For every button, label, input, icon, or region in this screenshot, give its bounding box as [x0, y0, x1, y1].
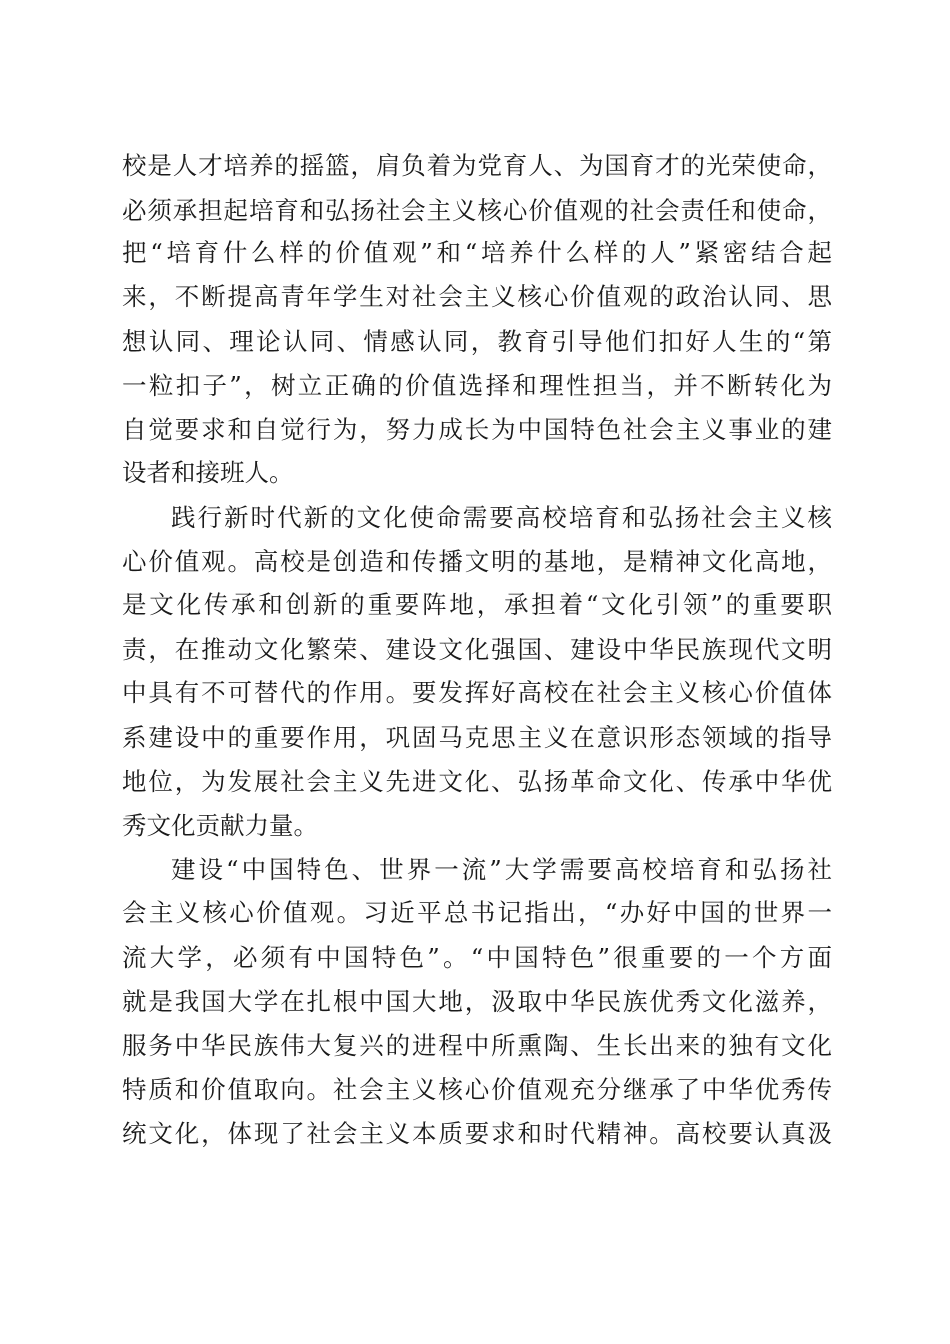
- text-line: 责，在推动文化繁荣、建设文化强国、建设中华民族现代文明: [122, 635, 832, 664]
- text-line: 来，不断提高青年学生对社会主义核心价值观的政治认同、思: [122, 282, 832, 311]
- text-line: 自觉要求和自觉行为，努力成长为中国特色社会主义事业的建: [122, 415, 832, 444]
- text-line: 中具有不可替代的作用。要发挥好高校在社会主义核心价值体: [122, 678, 832, 707]
- text-line: 心价值观。高校是创造和传播文明的基地，是精神文化高地，: [122, 547, 832, 576]
- text-line: 地位，为发展社会主义先进文化、弘扬革命文化、传承中华优: [122, 767, 832, 796]
- text-line: 建设“中国特色、世界一流”大学需要高校培育和弘扬社: [171, 855, 832, 884]
- text-line: 设者和接班人。: [122, 458, 294, 487]
- text-line: 一粒扣子”，树立正确的价值选择和理性担当，并不断转化为: [122, 371, 832, 400]
- text-line: 统文化，体现了社会主义本质要求和时代精神。高校要认真汲: [122, 1119, 832, 1148]
- text-line: 服务中华民族伟大复兴的进程中所熏陶、生长出来的独有文化: [122, 1031, 832, 1060]
- text-line: 必须承担起培育和弘扬社会主义核心价值观的社会责任和使命，: [122, 196, 832, 225]
- text-line: 想认同、理论认同、情感认同，教育引导他们扣好人生的“第: [122, 327, 832, 356]
- text-line: 系建设中的重要作用，巩固马克思主义在意识形态领域的指导: [122, 723, 832, 752]
- text-line: 践行新时代新的文化使命需要高校培育和弘扬社会主义核: [171, 503, 832, 532]
- text-line: 秀文化贡献力量。: [122, 811, 318, 840]
- text-line: 校是人才培养的摇篮，肩负着为党育人、为国育才的光荣使命，: [122, 151, 832, 180]
- text-line: 把“培育什么样的价值观”和“培养什么样的人”紧密结合起: [122, 238, 832, 267]
- text-line: 流大学，必须有中国特色”。“中国特色”很重要的一个方面: [122, 943, 832, 972]
- text-line: 会主义核心价值观。习近平总书记指出，“办好中国的世界一: [122, 898, 832, 927]
- text-line: 是文化传承和创新的重要阵地，承担着“文化引领”的重要职: [122, 590, 832, 619]
- text-line: 特质和价值取向。社会主义核心价值观充分继承了中华优秀传: [122, 1075, 832, 1104]
- text-line: 就是我国大学在扎根中国大地，汲取中华民族优秀文化滋养，: [122, 987, 832, 1016]
